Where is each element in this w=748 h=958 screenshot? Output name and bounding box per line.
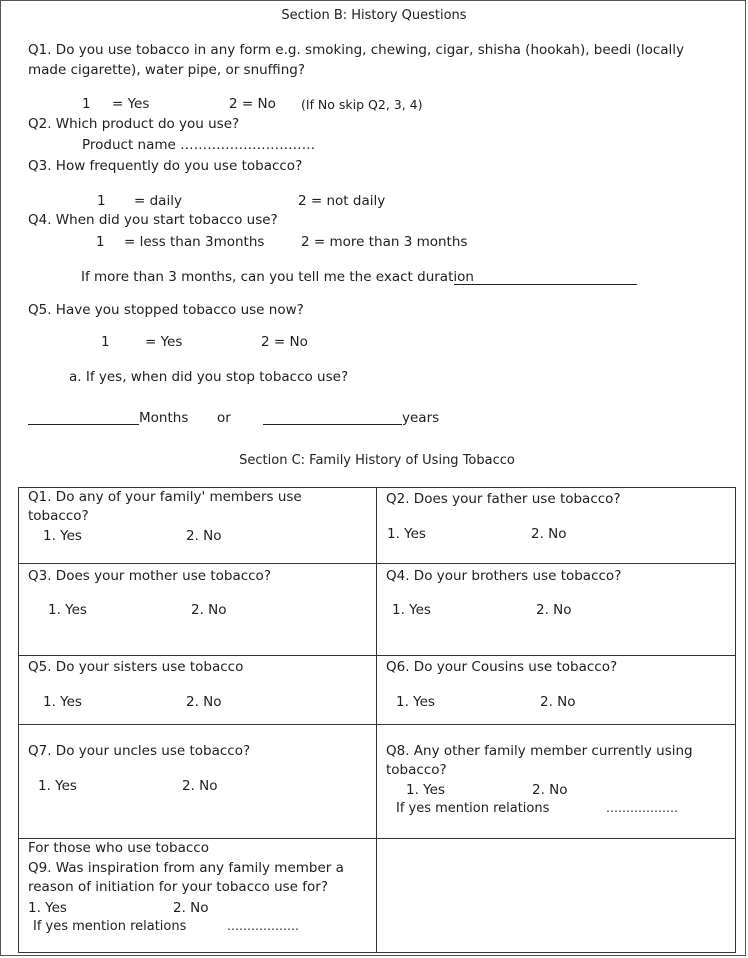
- c-q2-option-yes[interactable]: 1. Yes: [387, 526, 426, 542]
- q5a-years-label: years: [402, 410, 440, 426]
- c-q9-preface: For those who use tobacco: [28, 840, 209, 856]
- c-q6-option-no[interactable]: 2. No: [540, 694, 576, 710]
- c-q6-option-yes[interactable]: 1. Yes: [396, 694, 435, 710]
- q4-duration-input-line[interactable]: [454, 284, 637, 285]
- q4-option-less-number[interactable]: 1: [96, 234, 105, 250]
- c-q1-question-line2: tobacco?: [28, 508, 89, 524]
- c-q2-question: Q2. Does your father use tobacco?: [386, 491, 621, 507]
- table-row-divider: [19, 563, 735, 564]
- c-q9-option-yes[interactable]: 1. Yes: [28, 900, 67, 916]
- c-q8-question-line1: Q8. Any other family member currently using: [386, 743, 693, 759]
- q5a-question: a. If yes, when did you stop tobacco use?: [69, 369, 349, 385]
- q2-product-name-field[interactable]: Product name …………………………: [82, 137, 316, 153]
- q1-skip-note: (If No skip Q2, 3, 4): [301, 97, 423, 112]
- c-q9-option-no[interactable]: 2. No: [173, 900, 209, 916]
- q1-option-yes[interactable]: = Yes: [112, 96, 150, 112]
- c-q6-question: Q6. Do your Cousins use tobacco?: [386, 659, 618, 675]
- c-q1-option-yes[interactable]: 1. Yes: [43, 528, 82, 544]
- q5a-or-label: or: [217, 410, 231, 426]
- section-c-title: Section C: Family History of Using Tobacco: [239, 453, 515, 468]
- table-row-divider: [19, 655, 735, 656]
- c-q9-question-line1: Q9. Was inspiration from any family member a: [28, 860, 344, 876]
- q3-question: Q3. How frequently do you use tobacco?: [28, 158, 303, 174]
- c-q5-question: Q5. Do your sisters use tobacco: [28, 659, 244, 675]
- q5-option-no[interactable]: 2 = No: [261, 334, 308, 350]
- c-q8-option-yes[interactable]: 1. Yes: [406, 782, 445, 798]
- c-q8-option-no[interactable]: 2. No: [532, 782, 568, 798]
- q4-option-less-than-3-months[interactable]: = less than 3months: [124, 234, 265, 250]
- q3-option-daily-number[interactable]: 1: [97, 193, 106, 209]
- c-q2-option-no[interactable]: 2. No: [531, 526, 567, 542]
- c-q8-relations-field[interactable]: ………………: [606, 801, 678, 815]
- q5-option-yes-number[interactable]: 1: [101, 334, 110, 350]
- c-q9-relations-field[interactable]: ………………: [227, 919, 299, 933]
- c-q9-question-line2: reason of initiation for your tobacco use for?: [28, 879, 329, 895]
- c-q7-option-yes[interactable]: 1. Yes: [38, 778, 77, 794]
- c-q5-option-yes[interactable]: 1. Yes: [43, 694, 82, 710]
- c-q1-option-no[interactable]: 2. No: [186, 528, 222, 544]
- section-b-title: Section B: History Questions: [281, 8, 467, 23]
- q2-question: Q2. Which product do you use?: [28, 116, 240, 132]
- c-q3-option-no[interactable]: 2. No: [191, 602, 227, 618]
- q5a-years-input-line[interactable]: [263, 424, 402, 425]
- q5-option-yes[interactable]: = Yes: [145, 334, 183, 350]
- c-q8-question-line2: tobacco?: [386, 762, 447, 778]
- q5a-months-input-line[interactable]: [28, 424, 139, 425]
- q5a-months-label: Months: [139, 410, 189, 426]
- table-row-divider: [19, 838, 735, 839]
- c-q7-option-no[interactable]: 2. No: [182, 778, 218, 794]
- q4-duration-prompt: If more than 3 months, can you tell me the exact duration: [81, 269, 474, 285]
- c-q4-question: Q4. Do your brothers use tobacco?: [386, 568, 622, 584]
- c-q3-option-yes[interactable]: 1. Yes: [48, 602, 87, 618]
- c-q3-question: Q3. Does your mother use tobacco?: [28, 568, 271, 584]
- c-q8-mention-relations-label: If yes mention relations: [396, 801, 550, 816]
- q3-option-daily[interactable]: = daily: [134, 193, 182, 209]
- c-q4-option-no[interactable]: 2. No: [536, 602, 572, 618]
- c-q9-mention-relations-label: If yes mention relations: [33, 919, 187, 934]
- q4-question: Q4. When did you start tobacco use?: [28, 212, 278, 228]
- q5-question: Q5. Have you stopped tobacco use now?: [28, 302, 304, 318]
- table-column-divider: [376, 488, 377, 952]
- q1-option-yes-number[interactable]: 1: [82, 96, 91, 112]
- c-q7-question: Q7. Do your uncles use tobacco?: [28, 743, 251, 759]
- q1-option-no[interactable]: 2 = No: [229, 96, 276, 112]
- c-q5-option-no[interactable]: 2. No: [186, 694, 222, 710]
- family-history-table: [18, 487, 736, 953]
- q1-question-line2: made cigarette), water pipe, or snuffing?: [28, 62, 306, 78]
- q1-question-line1: Q1. Do you use tobacco in any form e.g. smoking, chewing, cigar, shisha (hookah), beedi (locally: [28, 42, 685, 58]
- c-q4-option-yes[interactable]: 1. Yes: [392, 602, 431, 618]
- c-q1-question-line1: Q1. Do any of your family' members use: [28, 489, 302, 505]
- q4-option-more-than-3-months[interactable]: 2 = more than 3 months: [301, 234, 468, 250]
- table-row-divider: [19, 724, 735, 725]
- q3-option-not-daily[interactable]: 2 = not daily: [298, 193, 386, 209]
